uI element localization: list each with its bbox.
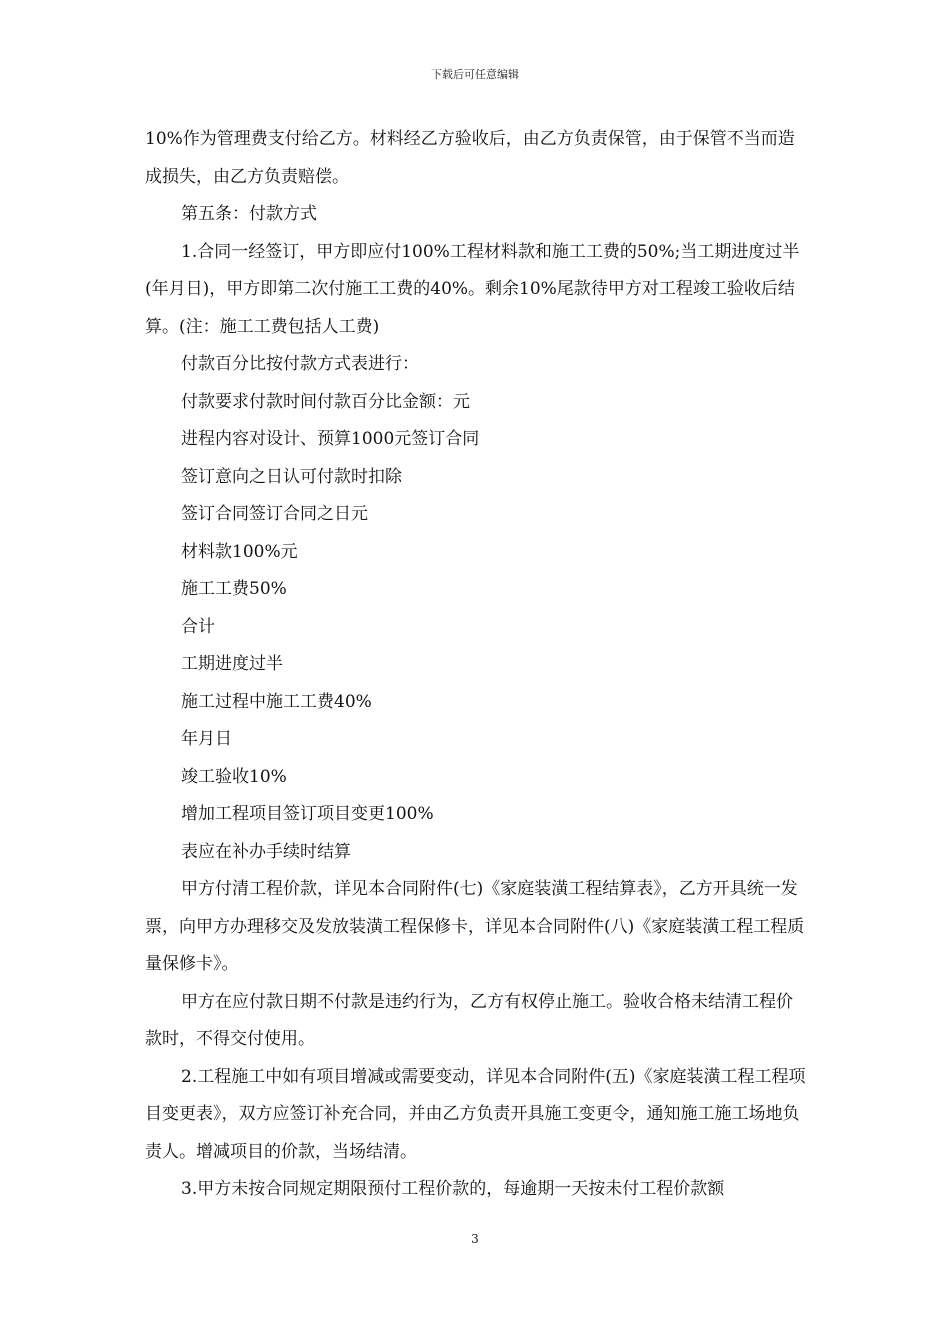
table-line: 签订意向之日认可付款时扣除 [181, 466, 402, 487]
table-line: 签订合同签订合同之日元 [181, 504, 368, 524]
page-number: 3 [471, 1232, 479, 1246]
table-line: 增加工程项目签订项目变更100% [181, 804, 434, 824]
table-line: 进程内容对设计、预算1000元签订合同 [181, 429, 480, 449]
paragraph: 2.工程施工中如有项目增减或需要变动，详见本合同附件(五)《家庭装潢工程工程项目变更表》，双方应签订补充合同，并由乙方负责开具施工变更令，通知施工施工场地负责人。增减项目的价款，当场结清。 [145, 1066, 806, 1162]
table-line: 年月日 [181, 729, 232, 749]
table-line: 材料款100%元 [181, 541, 298, 562]
table-line: 付款要求付款时间付款百分比金额：元 [181, 391, 470, 412]
table-line: 表应在补办手续时结算 [181, 841, 351, 862]
section-heading: 第五条：付款方式 [181, 204, 317, 224]
page-header: 下载后可任意编辑 [431, 68, 519, 81]
paragraph: 1.合同一经签订，甲方即应付100%工程材料款和施工工费的50%;当工期进度过半(年月日)，甲方即第二次付施工工费的40%。剩余10%尾款待甲方对工程竣工验收后结算。(注：施工工费包括人工费) [145, 241, 800, 337]
paragraph: 甲方在应付款日期不付款是违约行为，乙方有权停止施工。验收合格未结清工程价款时，不得交付使用。 [145, 991, 793, 1049]
table-line: 施工工费50% [181, 579, 287, 599]
table-line: 工期进度过半 [181, 654, 283, 674]
table-line: 竣工验收10% [181, 766, 287, 787]
document-body [145, 121, 807, 1209]
table-line: 合计 [181, 616, 215, 637]
table-line: 施工过程中施工工费40% [181, 691, 372, 712]
paragraph: 3.甲方未按合同规定期限预付工程价款的，每逾期一天按未付工程价款额 [181, 1179, 725, 1199]
paragraph: 付款百分比按付款方式表进行： [181, 354, 419, 374]
paragraph: 10%作为管理费支付给乙方。材料经乙方验收后，由乙方负责保管，由于保管不当而造成损失，由乙方负责赔偿。 [145, 129, 795, 187]
paragraph: 甲方付清工程价款，详见本合同附件(七)《家庭装潢工程结算表》，乙方开具统一发票，向甲方办理移交及发放装潢工程保修卡，详见本合同附件(八)《家庭装潢工程工程质量保修卡》。 [145, 879, 805, 974]
